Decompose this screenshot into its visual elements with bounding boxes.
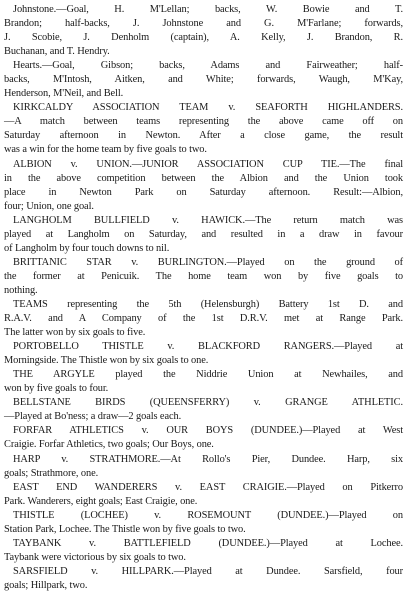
text-line: KIRKCALDY ASSOCIATION TEAM v. SEAFORTH HIGHLANDERS. xyxy=(13,102,403,114)
text-line: won by five goals to four. xyxy=(4,383,109,395)
text-line: Henderson, M'Neil, and Bell. xyxy=(4,88,124,100)
text-line: TAYBANK v. BATTLEFIELD (DUNDEE.)—Played at Lochee. xyxy=(13,537,403,549)
text-line: BELLSTANE BIRDS (QUEENSFERRY) v. GRANGE ATHLETIC. xyxy=(13,397,403,409)
text-line: TEAMS representing the 5th (Helensburgh) Battery 1st D. and xyxy=(13,298,403,310)
text-line: Saturday afternoon in Newton. After a close game, the result xyxy=(4,130,403,142)
text-line: Park. Wanderers, eight goals; East Craigie, one. xyxy=(4,495,198,507)
text-line: the former at Penicuik. The home team won by five goals to xyxy=(4,270,403,282)
text-line: FORFAR ATHLETICS v. OUR BOYS (DUNDEE.)—Played at West xyxy=(13,425,403,437)
text-line: Johnstone.—Goal, H. M'Lellan; backs, W. Bowie and T. xyxy=(13,4,403,15)
text-line: BRITTANIC STAR v. BURLINGTON.—Played on the ground of xyxy=(13,256,403,268)
text-line: Station Park, Lochee. The Thistle won by five goals to two. xyxy=(4,523,246,535)
text-line: goals; Strathmore, one. xyxy=(4,467,99,479)
text-line: Morningside. The Thistle won by six goals to one. xyxy=(4,355,209,367)
text-line: Brandon; half-backs, J. Johnstone and G. M'Farlane; forwards, xyxy=(4,18,403,30)
text-line: place in Newton Park on Saturday afternoon. Result:—Albion, xyxy=(4,186,403,198)
text-line: EAST END WANDERERS v. EAST CRAIGIE.—Played on Pitkerro xyxy=(13,481,403,493)
text-line: played at Langholm on Saturday, and resulted in a draw in favour xyxy=(4,228,403,240)
text-line: —A match between teams representing the above came off on xyxy=(4,116,403,128)
text-line: SARSFIELD v. HILLPARK.—Played at Dundee. Sarsfield, four xyxy=(13,565,403,577)
text-line: in the above competition between the Albion and the Union took xyxy=(4,172,403,184)
text-line: Taybank were victorious by six goals to two. xyxy=(4,551,186,563)
text-line: backs, M'Intosh, Aitken, and White; forwards, Waugh, M'Kay, xyxy=(4,74,403,86)
text-line: Craigie. Forfar Athletics, two goals; Our Boys, one. xyxy=(4,439,214,451)
text-line: four; Union, one goal. xyxy=(4,200,94,212)
text-line: was a win for the home team by five goals to two. xyxy=(4,144,207,156)
text-line: THE ARGYLE played the Niddrie Union at Newhailes, and xyxy=(13,369,403,381)
text-line: THISTLE (LOCHEE) v. ROSEMOUNT (DUNDEE.)—Played on xyxy=(13,509,403,521)
text-line: R.A.V. and A Company of the 1st D.R.V. met at Range Park. xyxy=(4,313,403,325)
text-line: of Langholm by four touch downs to nil. xyxy=(4,242,170,254)
text-line: nothing. xyxy=(4,284,38,296)
text-line: The latter won by six goals to five. xyxy=(4,327,146,339)
text-line: J. Scobie, J. Denholm (captain), A. Kelly, J. Brandon, R. xyxy=(4,32,403,44)
text-line: PORTOBELLO THISTLE v. BLACKFORD RANGERS.—Played at xyxy=(13,341,403,353)
text-line: HARP v. STRATHMORE.—At Rollo's Pier, Dundee. Harp, six xyxy=(13,453,403,465)
text-line: —Played at Bo'ness; a draw—2 goals each. xyxy=(4,411,182,423)
text-line: Buchanan, and T. Hendry. xyxy=(4,46,110,58)
text-line: Hearts.—Goal, Gibson; backs, Adams and Fairweather; half- xyxy=(13,60,403,72)
text-line: goals; Hillpark, two. xyxy=(4,579,88,591)
text-line: LANGHOLM BULLFIELD v. HAWICK.—The return match was xyxy=(13,214,403,226)
text-line: ALBION v. UNION.—JUNIOR ASSOCIATION CUP TIE.—The final xyxy=(13,158,403,170)
